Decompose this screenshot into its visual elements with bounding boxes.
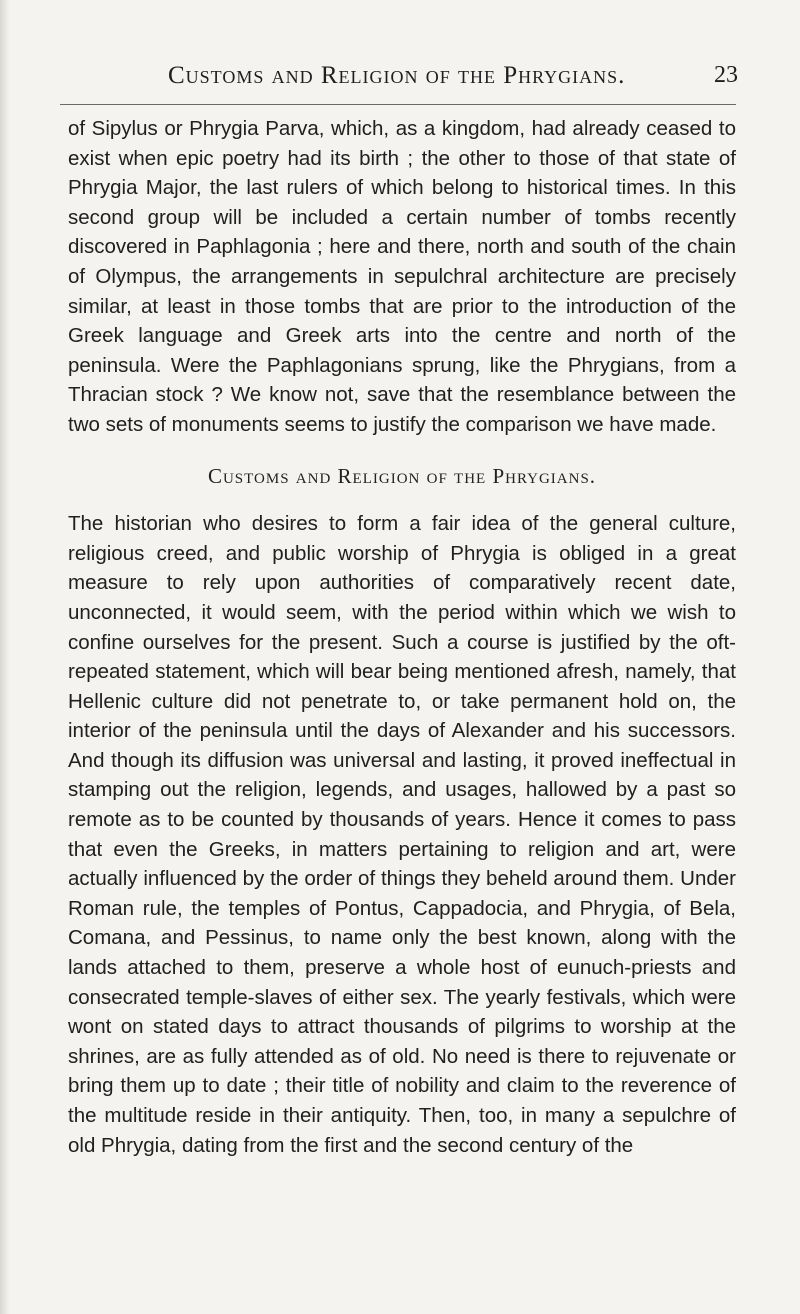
paragraph-1: of Sipylus or Phrygia Parva, which, as a kingdom, had already ceased to exist when epic poetry had its birth ; the other to those of that state of Phrygia Major, the last rulers of which belong to historical times. In this second group will be included a certain number of tombs recently discovered in Paphlagonia ; here and there, north and south of the chain of Olympus, the arrangements in sepulchral architecture are precisely similar, at least in those tombs that are prior to the introduction of the Greek language and Greek arts into the centre and north of the peninsula. Were the Paphlagonians sprung, like the Phrygians, from a Thracian stock ? We know not, save that the resemblance between the two sets of monuments seems to justify the comparison we have made. [68,117,736,436]
section-heading: Customs and Religion of the Phrygians. [207,463,597,488]
body-text [68,114,736,1160]
header-rule [60,104,736,105]
paragraph-2: The historian who desires to form a fair idea of the general culture, religious creed, and public worship of Phrygia is obliged in a great measure to rely upon authorities of comparatively recent date, unconnected, it would seem, with the period within which we wish to confine ourselves for the present. Such a course is justified by the oft-repeated statement, which will bear being mentioned afresh, namely, that Hellenic culture did not penetrate to, or take permanent hold on, the interior of the peninsula until the days of Alexander and his successors. And though its diffusion was universal and lasting, it proved ineffectual in stamping out the religion, legends, and usages, hallowed by a past so remote as to be counted by thousands of years. Hence it comes to pass that even the Greeks, in matters pertaining to religion and art, were actually influenced by the order of things they beheld around them. Under Roman rule, the temples of Pontus, Cappadocia, and Phrygia, of Bela, Comana, and Pessinus, to name only the best known, along with the lands attached to them, preserve a whole host of eunuch-priests and consecrated temple-slaves of either sex. The yearly festivals, which were wont on stated days to attract thousands of pilgrims to worship at the shrines, are as fully attended as of old. No need is there to rejuvenate or bring them up to date ; their title of nobility and claim to the reverence of the multitude reside in their antiquity. Then, too, in many a sepulchre of old Phrygia, dating from the first and the second century of the [68,512,736,1157]
page-header [68,62,738,102]
running-head: Customs and Religion of the Phrygians. [168,62,626,89]
binding-edge [0,0,10,1314]
page-number: 23 [714,62,738,88]
